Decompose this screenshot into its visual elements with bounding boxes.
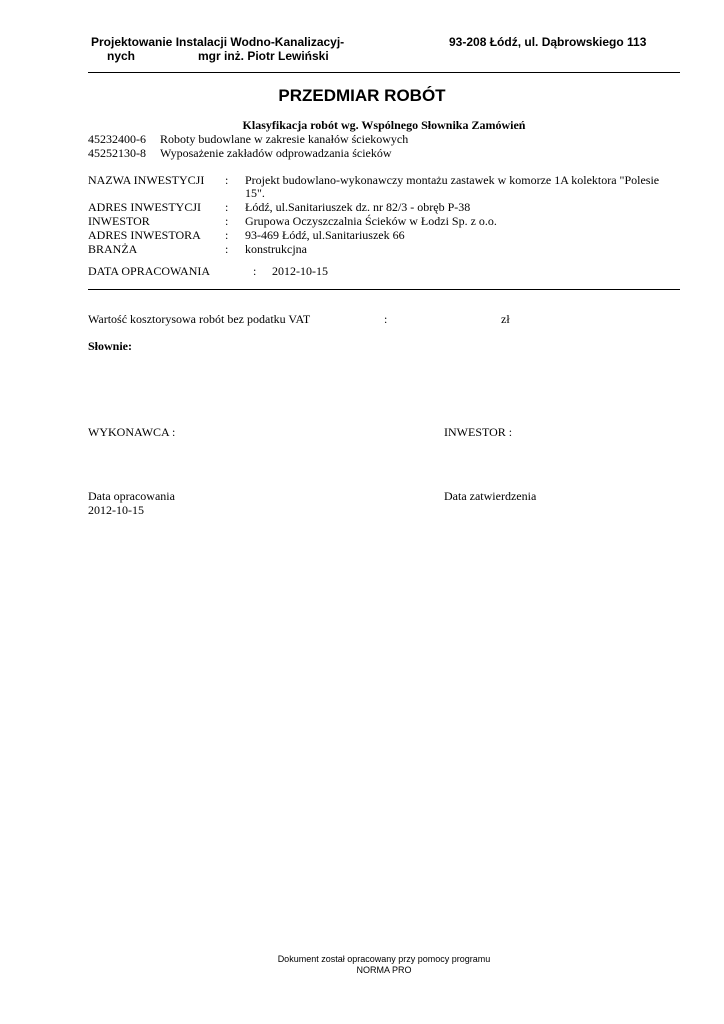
classification-desc: Roboty budowlane w zakresie kanałów ściekowych [160,132,409,146]
separator: : [225,228,229,242]
cost-currency: zł [501,312,510,326]
classification-desc: Wyposażenie zakładów odprowadzania ścieków [160,146,392,160]
company-name: Projektowanie Instalacji Wodno-Kanalizacyj- [91,35,345,49]
separator: : [253,264,257,278]
trade-value: konstrukcjna [245,242,307,256]
investor-label: INWESTOR [88,214,150,228]
preparation-date-label: DATA OPRACOWANIA [88,264,211,278]
classification-code: 45232400-6 [88,132,146,146]
prepared-date-label: Data opracowania [88,489,175,503]
investor-value: Grupowa Oczyszczalnia Ścieków w Łodzi Sp. z o.o. [245,214,497,228]
trade-label: BRANŻA [88,242,138,256]
company-name-continued: nych [107,49,136,63]
company-owner: mgr inż. Piotr Lewiński [198,49,329,63]
prepared-date-value: 2012-10-15 [88,503,144,517]
preparation-date-value: 2012-10-15 [272,264,328,278]
header-divider [88,72,680,73]
investment-name-label: NAZWA INWESTYCJI [88,173,205,187]
investment-address-label: ADRES INWESTYCJI [88,200,201,214]
footer-note: Dokument został opracowany przy pomocy programu [277,954,491,964]
investment-name-value: Projekt budowlano-wykonawczy montażu zastawek w komorze 1A kolektora "Polesie [245,173,660,187]
company-address: 93-208 Łódź, ul. Dąbrowskiego 113 [449,35,647,49]
separator: : [225,200,229,214]
page-title: PRZEDMIAR ROBÓT [278,86,446,105]
contractor-label: WYKONAWCA : [88,425,176,439]
cost-label: Wartość kosztorysowa robót bez podatku VAT [88,312,311,326]
classification-heading: Klasyfikacja robót wg. Wspólnego Słownika Zamówień [242,118,526,132]
investment-name-value-continued: 15". [245,186,265,200]
investment-address-value: Łódź, ul.Sanitariuszek dz. nr 82/3 - obręb P-38 [245,200,471,214]
investor-address-label: ADRES INWESTORA [88,228,201,242]
investor-address-value: 93-469 Łódź, ul.Sanitariuszek 66 [245,228,405,242]
investor-signature-label: INWESTOR : [444,425,513,439]
amount-in-words-label: Słownie: [88,339,133,353]
footer-program-name: NORMA PRO [356,965,412,975]
separator: : [225,242,229,256]
info-divider [88,289,680,290]
separator: : [225,214,229,228]
classification-code: 45252130-8 [88,146,146,160]
separator: : [225,173,229,187]
separator: : [384,312,388,326]
approval-date-label: Data zatwierdzenia [444,489,537,503]
